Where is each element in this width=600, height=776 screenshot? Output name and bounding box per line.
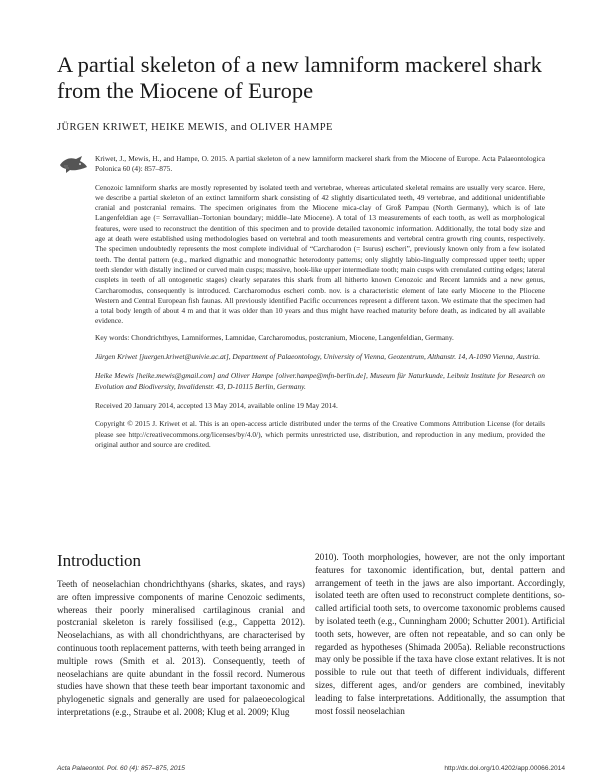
- affiliation-mewis-hampe: Heike Mewis [heike.mewis@gmail.com] and Oliver Hampe [oliver.hampe@mfn-berlin.de], Museum für Naturkunde, Leibniz Institute for Research on Evolution and Biodiversity, Invalidenstr. 43, D-10115 Berlin, Germany.: [95, 371, 545, 391]
- fossil-shark-icon: [58, 153, 88, 175]
- intro-paragraph-right: 2010). Tooth morphologies, however, are not the only important features for taxonomic identification, but, dental pattern and arrangement of teeth in the jaws are also important. Accordingly, isolated teeth are often used to reconstruct complete dentitions, so-called artificial tooth sets, to overcome taxonomic problems caused by isolated teeth (e.g., Cunningham 2000; Schutter 2001). Artificial tooth sets, however, are often not repeatable, and so can only be regarded as hypotheses (Shimada 2005a). Reliable reconstructions may only be possible if the taxa have close extant relatives. It is not possible to rule out that teeth of different individuals, different sizes, different ages, and/or genders are combined, inevitably leading to false interpretations. Additionally, the assumption that most fossil neoselachian: [315, 552, 565, 716]
- copyright-notice: Copyright © 2015 J. Kriwet et al. This is an open-access article distributed under the terms of the Creative Commons Attribution License (for details please see http://creativecommons.org/licenses/by/4.0/), which permits unrestricted use, distribution, and reproduction in any medium, provided the original author and source are credited.: [95, 419, 545, 449]
- keywords: Key words: Chondrichthyes, Lamniformes, Lamnidae, Carcharomodus, postcranium, Miocene, Langenfeldian, Germany.: [95, 332, 454, 342]
- page-footer: [57, 765, 565, 772]
- abstract-block: [95, 154, 545, 456]
- author-list: JÜRGEN KRIWET, HEIKE MEWIS, and OLIVER HAMPE: [57, 122, 333, 133]
- affiliation-kriwet: Jürgen Kriwet [juergen.kriwet@univie.ac.at], Department of Palaeontology, University of Vienna, Geozentrum, Althanstr. 14, A-1090 Vienna, Austria.: [95, 352, 541, 362]
- abstract-text: Cenozoic lamniform sharks are mostly represented by isolated teeth and vertebrae, whereas articulated skeletal remains are usually very scarce. Here, we describe a partial skeleton of an extinct lamniform shark consisting of 42 slightly disarticulated teeth, 49 vertebrae, and additional unidentifiable cranial and postcranial remains. The specimen originates from the Miocene mica-clay of Groß Pampau (North Germany), which is of late Langenfeldian age (= Serravallian–Tortonian boundary; middle–late Miocene). A total of 13 measurements of each tooth, as well as morphological features, were used to reconstruct the dentition of this specimen and to provide detailed taxonomic information. Additionally, the total body size and age at death were established using methodologies based on vertebral and tooth measurements and vertebral centra growth ring counts, respectively. The specimen undoubtedly represents the most complete individual of “Carcharodon (= Isurus) escheri”, previously known only from a few isolated teeth. The dental pattern (e.g., marked dignathic and monognathic heterodonty patterns; only slightly labio-lingually compressed upper teeth; upper teeth slender with distally inclined or curved main cusps; massive, hook-like upper intermediate tooth; main cusps with crenulated cutting edges; lateral cusplets in teeth of all ontogenetic stages) clearly separates this shark from all hitherto known Cenozoic and Recent lamnids and a new genus, Carcharomodus, consequently is introduced. Carcharomodus escheri comb. nov. is a characteristic element of late early Miocene to the Pliocene Western and Central European fish faunas. All previously identified Pacific occurrences represent a different taxon. We estimate that the specimen had a total body length of about 4 m and that it was older than 10 years and thus might have reached maturity before death, as indicated by all available evidence.: [95, 182, 545, 326]
- received-dates: Received 20 January 2014, accepted 13 May 2014, available online 19 May 2014.: [95, 400, 338, 410]
- citation: Kriwet, J., Mewis, H., and Hampe, O. 2015. A partial skeleton of a new lamniform mackerel shark from the Miocene of Europe. Acta Palaeontologica Polonica 60 (4): 857–875.: [95, 154, 545, 174]
- paper-title: A partial skeleton of a new lamniform mackerel shark from the Miocene of Europe: [57, 52, 542, 103]
- intro-column-left: [57, 578, 305, 719]
- introduction-heading: Introduction: [57, 551, 142, 570]
- intro-column-right: [315, 551, 565, 717]
- intro-paragraph-left: Teeth of neoselachian chondrichthyans (sharks, skates, and rays) are often impressive components of marine Cenozoic sediments, whereas their poorly mineralised cartilaginous cranial and postcranial skeleton is rarely fossilised (e.g., Cappetta 2012). Neoselachians, as with all chondrichthyans, are characterised by continuous tooth replacement patterns, with teeth being arranged in multiple rows (Smith et al. 2013). Consequently, teeth of neoselachians are quite abundant in the fossil record. Numerous studies have shown that these teeth bear important taxonomic and phylogenetic signals and generally are used for palaeoecological interpretations (e.g., Straube et al. 2008; Klug et al. 2009; Klug: [57, 579, 305, 717]
- doi-link[interactable]: http://dx.doi.org/10.4202/app.00066.2014: [444, 765, 565, 772]
- journal-reference: Acta Palaeontol. Pol. 60 (4): 857–875, 2015: [57, 765, 185, 772]
